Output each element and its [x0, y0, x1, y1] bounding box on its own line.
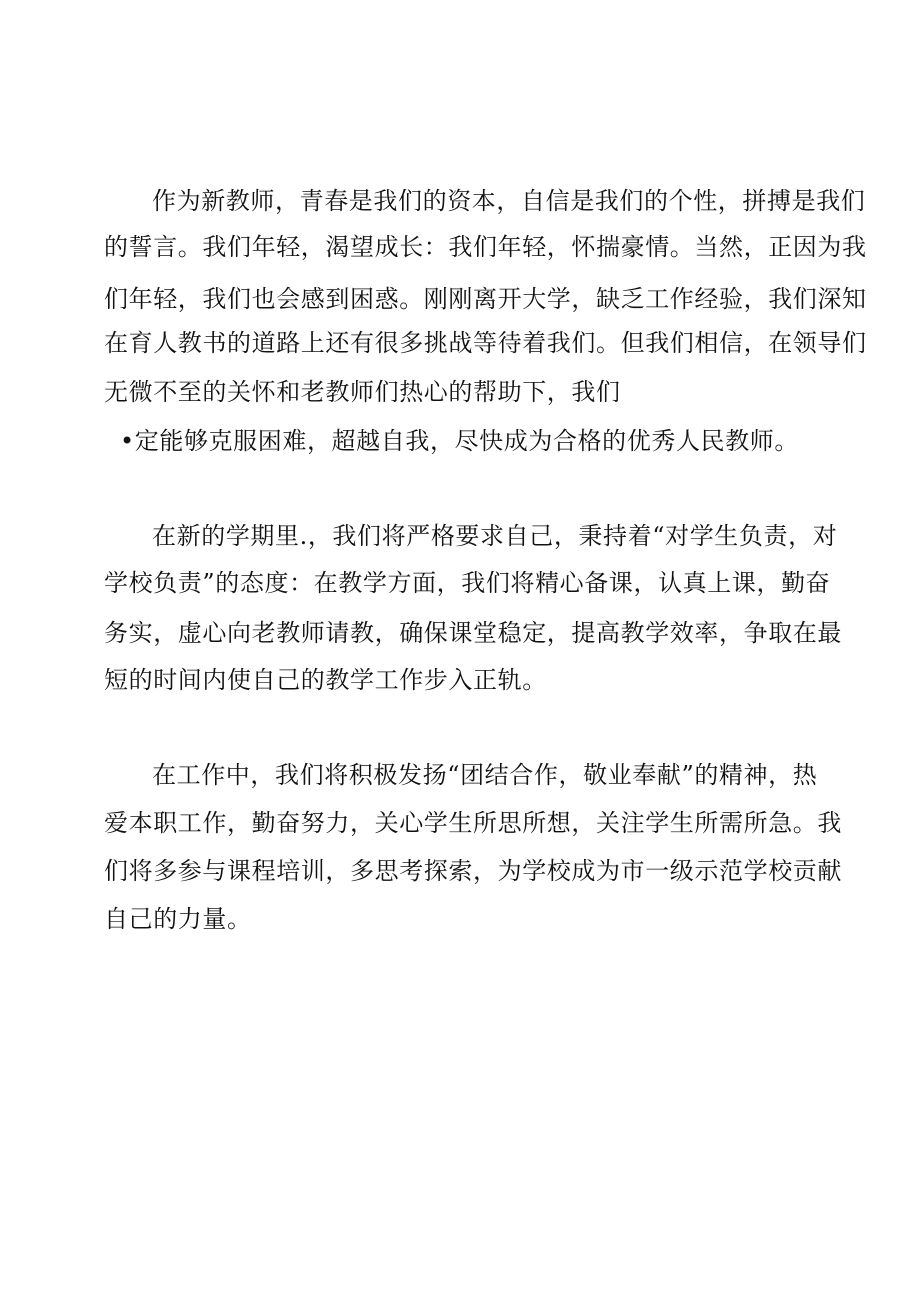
- paragraph-line: 们年轻，我们也会感到困惑。刚刚离开大学，缺乏工作经验，我们深知: [104, 285, 867, 313]
- bullet-line: •定能够克服困难，超越自我，尽快成为合格的优秀人民教师。: [120, 427, 799, 455]
- paragraph-line: 的誓言。我们年轻，渴望成长：我们年轻，怀揣豪情。当然，正因为我: [104, 233, 867, 261]
- paragraph-line: 爱本职工作，勤奋努力，关心学生所思所想，关注学生所需所急。我: [104, 809, 842, 837]
- paragraph-line: 在育人教书的道路上还有很多挑战等待着我们。但我们相信，在领导们: [104, 329, 867, 357]
- paragraph-line: 短的时间内使自己的教学工作步入正轨。: [104, 666, 547, 694]
- paragraph-line: 自己的力量。: [104, 905, 252, 933]
- paragraph-line: 们将多参与课程培训，多思考探索，为学校成为市一级示范学校贡献: [104, 857, 842, 885]
- paragraph-line: 无微不至的关怀和老教师们热心的帮助下，我们: [104, 378, 621, 406]
- paragraph-line: 学校负责”的态度：在教学方面，我们将精心备课，认真上课，勤奋: [104, 569, 831, 597]
- paragraph-line: 在工作中，我们将积极发扬“团结合作，敬业奉献”的精神，热: [152, 761, 818, 789]
- paragraph-line: 作为新教师，青春是我们的资本，自信是我们的个性，拼搏是我们: [152, 187, 866, 215]
- paragraph-line: 务实，虚心向老教师请教，确保课堂稳定，提高教学效率，争取在最: [104, 619, 842, 647]
- paragraph-line: 在新的学期里.，我们将严格要求自己，秉持着“对学生负责，对: [152, 522, 838, 550]
